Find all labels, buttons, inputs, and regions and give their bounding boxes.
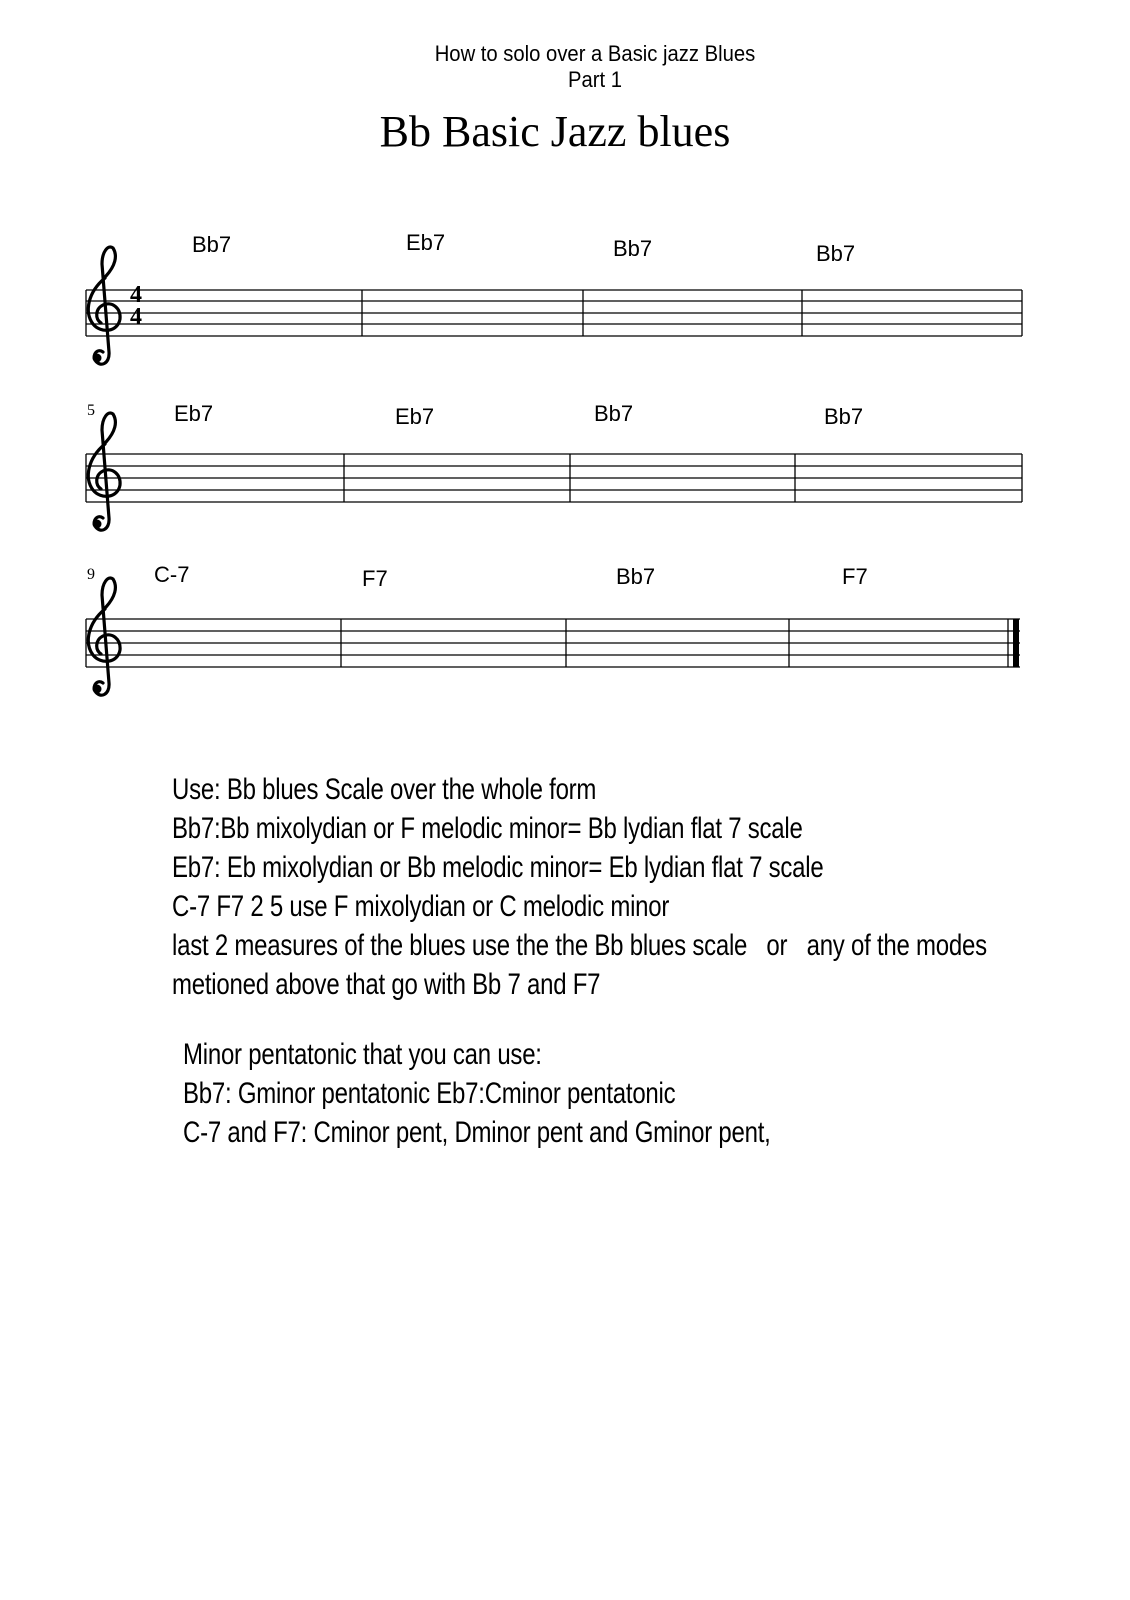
treble-clef-icon bbox=[88, 413, 120, 530]
notes-line: Bb7:Bb mixolydian or F melodic minor= Bb lydian flat 7 scale bbox=[172, 812, 803, 845]
time-signature bbox=[128, 284, 144, 328]
subtitle-line-2: Part 1 bbox=[567, 67, 622, 92]
chord-symbol: Eb7 bbox=[174, 401, 214, 426]
chord-symbol: Eb7 bbox=[406, 230, 446, 255]
score-staves bbox=[0, 0, 1130, 760]
time-signature-bottom: 4 bbox=[130, 304, 142, 330]
scale-notes bbox=[172, 770, 987, 1004]
pentatonic-line: Bb7: Gminor pentatonic Eb7:Cminor pentatonic bbox=[183, 1077, 676, 1110]
final-barline bbox=[1013, 619, 1019, 667]
pentatonic-notes bbox=[183, 1035, 771, 1152]
chord-symbol: Bb7 bbox=[816, 241, 856, 266]
chord-symbol: Bb7 bbox=[192, 232, 232, 257]
notes-line: Use: Bb blues Scale over the whole form bbox=[172, 773, 597, 806]
page-title: Bb Basic Jazz blues bbox=[379, 107, 731, 156]
chord-symbol: C-7 bbox=[154, 562, 190, 587]
chord-symbol: Eb7 bbox=[395, 404, 435, 429]
staff-system-1 bbox=[86, 247, 1022, 364]
notes-line: Eb7: Eb mixolydian or Bb melodic minor= Eb lydian flat 7 scale bbox=[172, 851, 824, 884]
chord-symbol: Bb7 bbox=[616, 564, 656, 589]
chord-symbol: Bb7 bbox=[824, 404, 864, 429]
measure-number-9: 9 bbox=[87, 566, 95, 583]
measure-number-5: 5 bbox=[87, 402, 95, 419]
time-signature-top: 4 bbox=[130, 282, 142, 308]
pentatonic-line: C-7 and F7: Cminor pent, Dminor pent and Gminor pent, bbox=[183, 1116, 771, 1149]
pentatonic-line: Minor pentatonic that you can use: bbox=[183, 1038, 542, 1071]
chord-symbol: F7 bbox=[842, 564, 868, 589]
staff-system-3 bbox=[86, 578, 1020, 695]
treble-clef-icon bbox=[88, 247, 120, 364]
staff-system-2 bbox=[86, 413, 1022, 530]
notes-line: C-7 F7 2 5 use F mixolydian or C melodic minor bbox=[172, 890, 670, 923]
chord-symbol: Bb7 bbox=[594, 401, 634, 426]
treble-clef-icon bbox=[88, 578, 120, 695]
subtitle-line-1: How to solo over a Basic jazz Blues bbox=[434, 41, 756, 66]
chord-symbol: F7 bbox=[362, 566, 388, 591]
chord-symbol: Bb7 bbox=[613, 236, 653, 261]
notes-line: metioned above that go with Bb 7 and F7 bbox=[172, 968, 601, 1001]
notes-line: last 2 measures of the blues use the the Bb blues scale or any of the modes bbox=[172, 929, 987, 962]
